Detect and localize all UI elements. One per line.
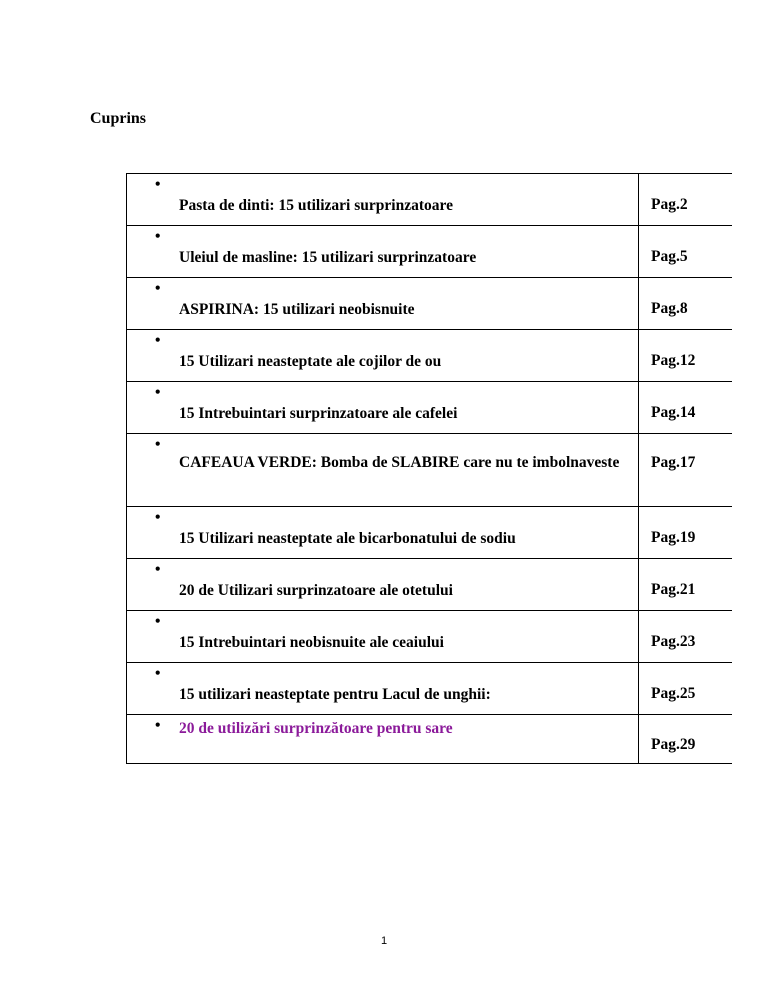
toc-row xyxy=(127,226,732,278)
toc-title-cell xyxy=(127,330,639,382)
toc-title-cell xyxy=(127,663,639,715)
toc-entry-title: 15 utilizari neasteptate pentru Lacul de unghii: xyxy=(179,686,491,703)
toc-entry-page: Pag.5 xyxy=(651,248,688,265)
toc-entry-page: Pag.19 xyxy=(651,529,696,546)
toc-title-cell xyxy=(127,434,639,507)
toc-title-cell xyxy=(127,559,639,611)
toc-entry-title: 20 de Utilizari surprinzatoare ale otetului xyxy=(179,582,453,599)
bullet-icon: • xyxy=(155,561,161,578)
toc-title-cell xyxy=(127,226,639,278)
toc-page-cell xyxy=(639,611,732,663)
toc-title-cell xyxy=(127,174,639,226)
bullet-icon: • xyxy=(155,665,161,682)
toc-title-cell xyxy=(127,715,639,764)
toc-page-cell xyxy=(639,434,732,507)
toc-page-cell xyxy=(639,226,732,278)
toc-row xyxy=(127,559,732,611)
toc-row xyxy=(127,611,732,663)
toc-entry-page: Pag.17 xyxy=(651,454,696,471)
toc-row xyxy=(127,174,732,226)
table-of-contents xyxy=(126,173,732,764)
bullet-icon: • xyxy=(155,384,161,401)
toc-page-cell xyxy=(639,278,732,330)
toc-entry-page: Pag.14 xyxy=(651,404,696,421)
toc-row xyxy=(127,663,732,715)
bullet-icon: • xyxy=(155,332,161,349)
toc-page-cell xyxy=(639,330,732,382)
bullet-icon: • xyxy=(155,436,161,453)
bullet-icon: • xyxy=(155,509,161,526)
toc-entry-page: Pag.21 xyxy=(651,581,696,598)
toc-entry-title: ASPIRINA: 15 utilizari neobisnuite xyxy=(179,301,415,318)
toc-title-cell xyxy=(127,507,639,559)
toc-entry-title: 15 Intrebuintari surprinzatoare ale cafelei xyxy=(179,405,458,422)
toc-title-cell xyxy=(127,611,639,663)
page-number: 1 xyxy=(380,935,388,947)
toc-row xyxy=(127,278,732,330)
toc-row xyxy=(127,434,732,507)
toc-title-cell xyxy=(127,278,639,330)
toc-entry-title: 15 Utilizari neasteptate ale cojilor de ou xyxy=(179,353,442,370)
toc-entry-page: Pag.23 xyxy=(651,633,696,650)
toc-row xyxy=(127,715,732,764)
toc-page-cell xyxy=(639,507,732,559)
toc-page-cell xyxy=(639,663,732,715)
toc-page-cell xyxy=(639,382,732,434)
bullet-icon: • xyxy=(155,280,161,297)
toc-entry-page: Pag.25 xyxy=(651,685,696,702)
toc-entry-page: Pag.2 xyxy=(651,196,688,213)
toc-entry-title: 15 Utilizari neasteptate ale bicarbonatului de sodiu xyxy=(179,530,516,547)
bullet-icon: • xyxy=(155,176,161,193)
toc-page-cell xyxy=(639,715,732,764)
toc-page-cell xyxy=(639,174,732,226)
toc-row xyxy=(127,382,732,434)
bullet-icon: • xyxy=(155,228,161,245)
toc-entry-page: Pag.12 xyxy=(651,352,696,369)
toc-row xyxy=(127,330,732,382)
page-title: Cuprins xyxy=(90,110,147,127)
toc-title-cell xyxy=(127,382,639,434)
toc-entry-title: Uleiul de masline: 15 utilizari surprinzatoare xyxy=(179,249,477,266)
bullet-icon: • xyxy=(155,717,161,734)
toc-entry-page: Pag.29 xyxy=(651,736,696,753)
toc-entry-title-highlighted: 20 de utilizări surprinzătoare pentru sare xyxy=(179,720,453,737)
toc-entry-title: Pasta de dinti: 15 utilizari surprinzatoare xyxy=(179,197,453,214)
toc-row xyxy=(127,507,732,559)
toc-entry-title: 15 Intrebuintari neobisnuite ale ceaiului xyxy=(179,634,444,651)
bullet-icon: • xyxy=(155,613,161,630)
toc-entry-title: CAFEAUA VERDE: Bomba de SLABIRE care nu te imbolnaveste xyxy=(179,454,620,471)
toc-entry-page: Pag.8 xyxy=(651,300,688,317)
toc-page-cell xyxy=(639,559,732,611)
